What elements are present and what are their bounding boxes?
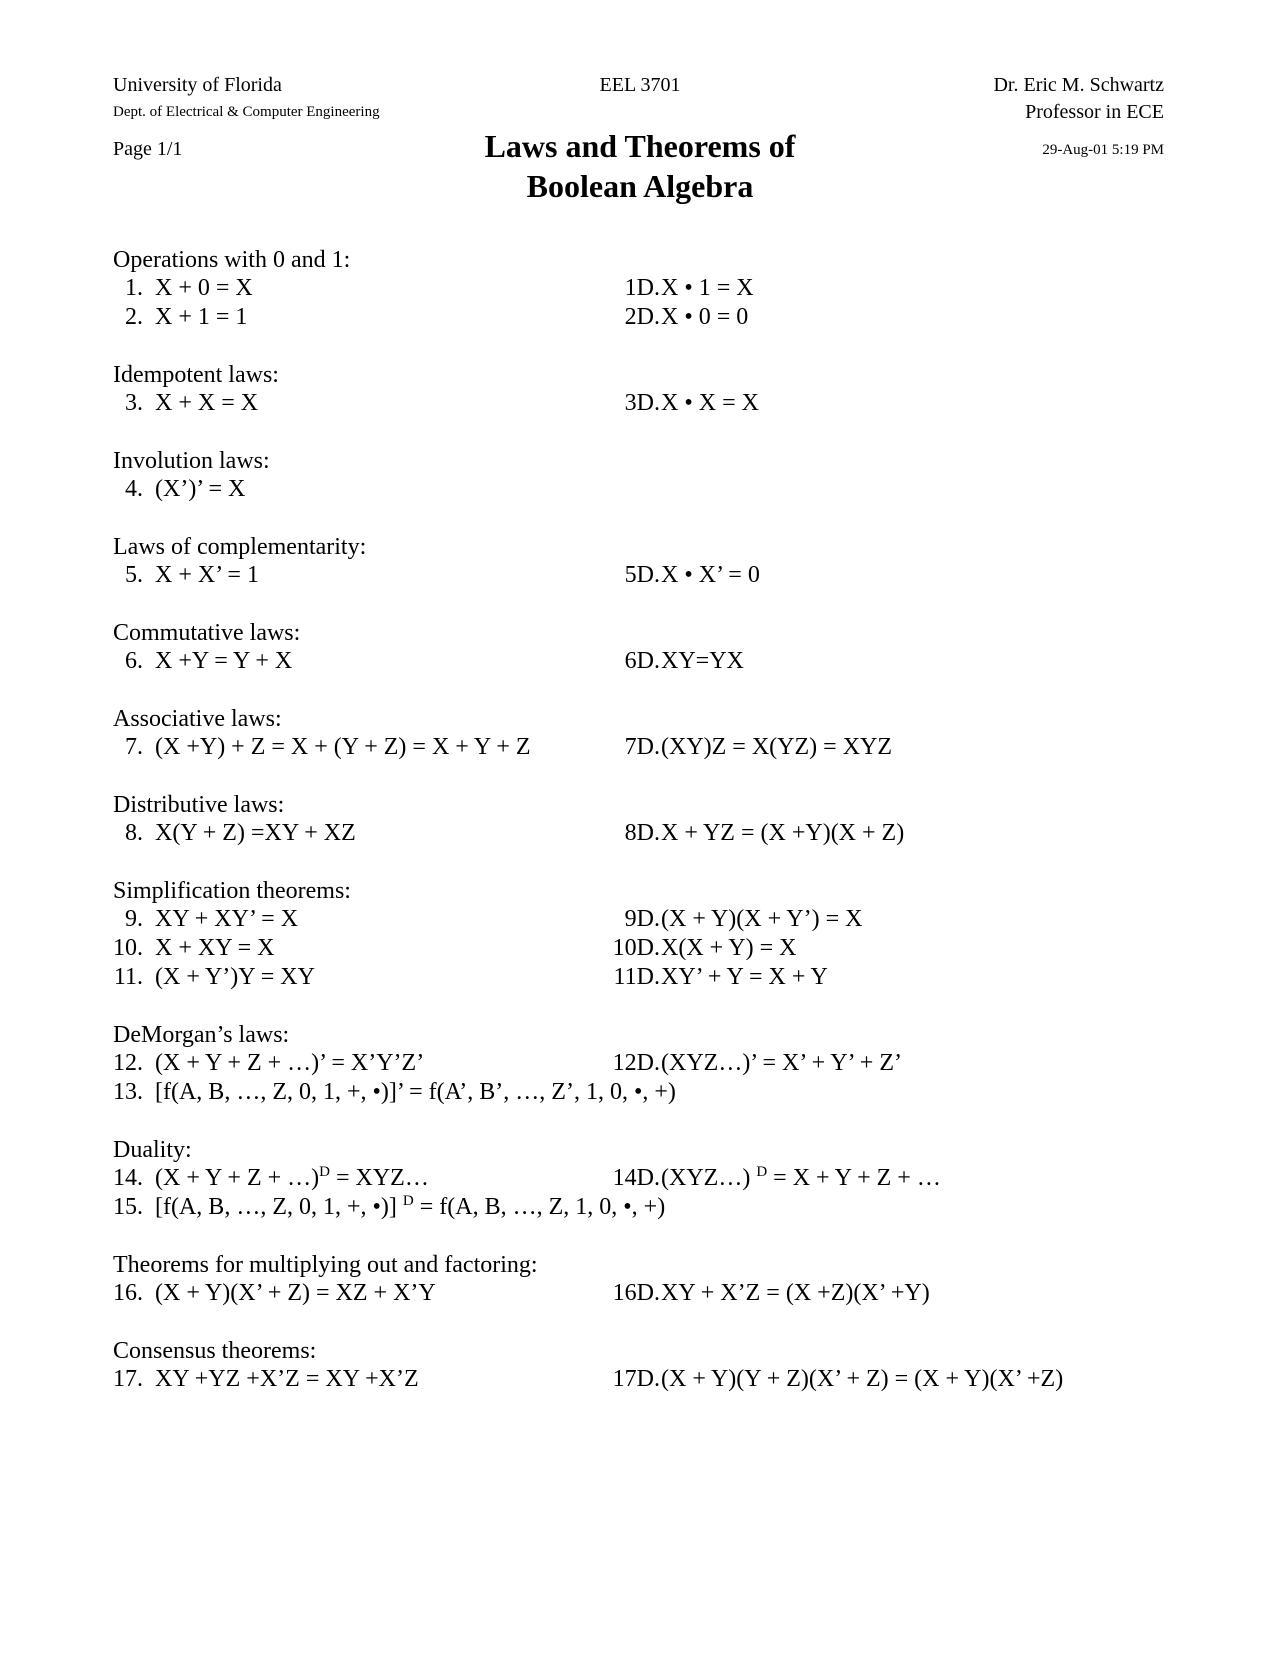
title-line-2: Boolean Algebra (526, 168, 754, 204)
dual-expression: X • 0 = 0 (661, 304, 749, 330)
law-number: 1. (125, 275, 143, 301)
section-title: Laws of complementarity: (113, 534, 367, 560)
law-number: 4. (125, 476, 143, 502)
expression-part: (XYZ…) (661, 1165, 757, 1191)
law-number: 5. (125, 562, 143, 588)
section-complementarity (113, 533, 1173, 590)
section-distributive (113, 791, 1173, 848)
law-expression: X + X = X (155, 390, 259, 416)
section-idempotent (113, 361, 1173, 418)
section-duality (113, 1136, 1173, 1222)
expression-part: [f(A, B, …, Z, 0, 1, +, •)] (155, 1194, 403, 1220)
law-expression: XY +YZ +X’Z = XY +X’Z (155, 1366, 419, 1392)
law-expression: (X + Y)(X’ + Z) = XZ + X’Y (155, 1280, 436, 1306)
law-expression: X(Y + Z) =XY + XZ (155, 820, 356, 846)
dual-number: 9D. (624, 906, 660, 932)
dual-expression: (X + Y)(X + Y’) = X (661, 906, 863, 932)
dual-expression (661, 1164, 941, 1193)
law-expression: X + XY = X (155, 935, 275, 961)
law-row (113, 905, 1173, 934)
dual-expression: XY=YX (661, 648, 744, 674)
law-number: 15. (113, 1194, 143, 1220)
dual-expression: (X + Y)(Y + Z)(X’ + Z) = (X + Y)(X’ +Z) (661, 1366, 1064, 1392)
laws-list (113, 246, 1173, 1423)
law-expression: (X +Y) + Z = X + (Y + Z) = X + Y + Z (155, 734, 531, 760)
law-expression (155, 1193, 665, 1222)
law-number: 2. (125, 304, 143, 330)
dual-number: 14D. (612, 1165, 660, 1191)
title-line-1: Laws and Theorems of (484, 128, 796, 164)
dual-number: 6D. (624, 648, 660, 674)
dual-number: 7D. (624, 734, 660, 760)
dual-superscript: D (756, 1164, 768, 1180)
law-number: 10. (113, 935, 143, 961)
author-role: Professor in ECE (1025, 101, 1164, 123)
law-number: 14. (113, 1165, 143, 1191)
law-row (113, 647, 1173, 676)
section-title: Duality: (113, 1137, 192, 1163)
section-involution (113, 447, 1173, 504)
law-row (113, 561, 1173, 590)
law-expression: [f(A, B, …, Z, 0, 1, +, •)]’ = f(A’, B’, …, Z’, 1, 0, •, +) (155, 1079, 676, 1105)
law-number: 11. (113, 964, 143, 990)
dual-number: 11D. (613, 964, 660, 990)
dual-superscript: D (319, 1164, 330, 1180)
expression-part: = f(A, B, …, Z, 1, 0, •, +) (413, 1194, 666, 1220)
law-row (113, 819, 1173, 848)
law-row (113, 1164, 1173, 1193)
expression-part: = XYZ… (329, 1165, 429, 1191)
law-number: 17. (113, 1366, 143, 1392)
dual-number: 17D. (612, 1366, 660, 1392)
law-expression: (X’)’ = X (155, 476, 246, 502)
law-row (113, 733, 1173, 762)
section-title: Consensus theorems: (113, 1338, 317, 1364)
law-number: 12. (113, 1050, 143, 1076)
law-expression: (X + Y’)Y = XY (155, 964, 315, 990)
law-expression (155, 1164, 429, 1193)
author-name: Dr. Eric M. Schwartz (993, 74, 1164, 96)
law-number: 9. (125, 906, 143, 932)
page-title (0, 126, 1280, 206)
page-number: Page 1/1 (113, 138, 183, 160)
law-row (113, 475, 1173, 504)
dual-expression: XY’ + Y = X + Y (661, 964, 828, 990)
law-row (113, 934, 1173, 963)
dual-expression: (XYZ…)’ = X’ + Y’ + Z’ (661, 1050, 902, 1076)
dual-number: 8D. (624, 820, 660, 846)
law-row (113, 389, 1173, 418)
law-expression: X + 0 = X (155, 275, 253, 301)
dual-expression: X • 1 = X (661, 275, 754, 301)
law-number: 16. (113, 1280, 143, 1306)
law-row (113, 1078, 1173, 1107)
law-row (113, 303, 1173, 332)
law-row (113, 1365, 1173, 1394)
dual-number: 10D. (612, 935, 660, 961)
dual-expression: X • X = X (661, 390, 759, 416)
section-title: Distributive laws: (113, 792, 285, 818)
law-row (113, 274, 1173, 303)
dual-expression: X(X + Y) = X (661, 935, 797, 961)
dual-number: 12D. (612, 1050, 660, 1076)
law-expression: X + 1 = 1 (155, 304, 248, 330)
dual-expression: XY + X’Z = (X +Z)(X’ +Y) (661, 1280, 930, 1306)
section-demorgan (113, 1021, 1173, 1107)
law-expression: (X + Y + Z + …)’ = X’Y’Z’ (155, 1050, 425, 1076)
expression-part: = X + Y + Z + … (767, 1165, 941, 1191)
dual-expression: (XY)Z = X(YZ) = XYZ (661, 734, 893, 760)
section-title: Commutative laws: (113, 620, 301, 646)
law-number: 7. (125, 734, 143, 760)
section-simplification (113, 877, 1173, 992)
section-title: Idempotent laws: (113, 362, 279, 388)
department-name: Dept. of Electrical & Computer Engineering (113, 104, 380, 120)
section-operations (113, 246, 1173, 332)
law-number: 3. (125, 390, 143, 416)
section-commutative (113, 619, 1173, 676)
section-title: Involution laws: (113, 448, 270, 474)
section-factoring (113, 1251, 1173, 1308)
section-consensus (113, 1337, 1173, 1394)
law-row (113, 963, 1173, 992)
law-number: 8. (125, 820, 143, 846)
law-row (113, 1049, 1173, 1078)
law-expression: XY + XY’ = X (155, 906, 299, 932)
university-name: University of Florida (113, 74, 282, 96)
expression-part: (X + Y + Z + …) (155, 1165, 320, 1191)
dual-superscript: D (402, 1193, 414, 1209)
section-title: Operations with 0 and 1: (113, 247, 351, 273)
law-expression: X + X’ = 1 (155, 562, 259, 588)
section-title: Theorems for multiplying out and factoring: (113, 1252, 538, 1278)
document-date: 29-Aug-01 5:19 PM (1042, 142, 1164, 158)
section-title: Associative laws: (113, 706, 282, 732)
dual-number: 1D. (624, 275, 660, 301)
section-title: DeMorgan’s laws: (113, 1022, 290, 1048)
section-title: Simplification theorems: (113, 878, 351, 904)
law-row (113, 1279, 1173, 1308)
law-expression: X +Y = Y + X (155, 648, 293, 674)
section-associative (113, 705, 1173, 762)
law-number: 13. (113, 1079, 143, 1105)
dual-expression: X + YZ = (X +Y)(X + Z) (661, 820, 905, 846)
course-code: EEL 3701 (599, 74, 681, 96)
dual-expression: X • X’ = 0 (661, 562, 760, 588)
dual-number: 3D. (624, 390, 660, 416)
dual-number: 5D. (624, 562, 660, 588)
law-row (113, 1193, 1173, 1222)
dual-number: 2D. (624, 304, 660, 330)
dual-number: 16D. (612, 1280, 660, 1306)
law-number: 6. (125, 648, 143, 674)
